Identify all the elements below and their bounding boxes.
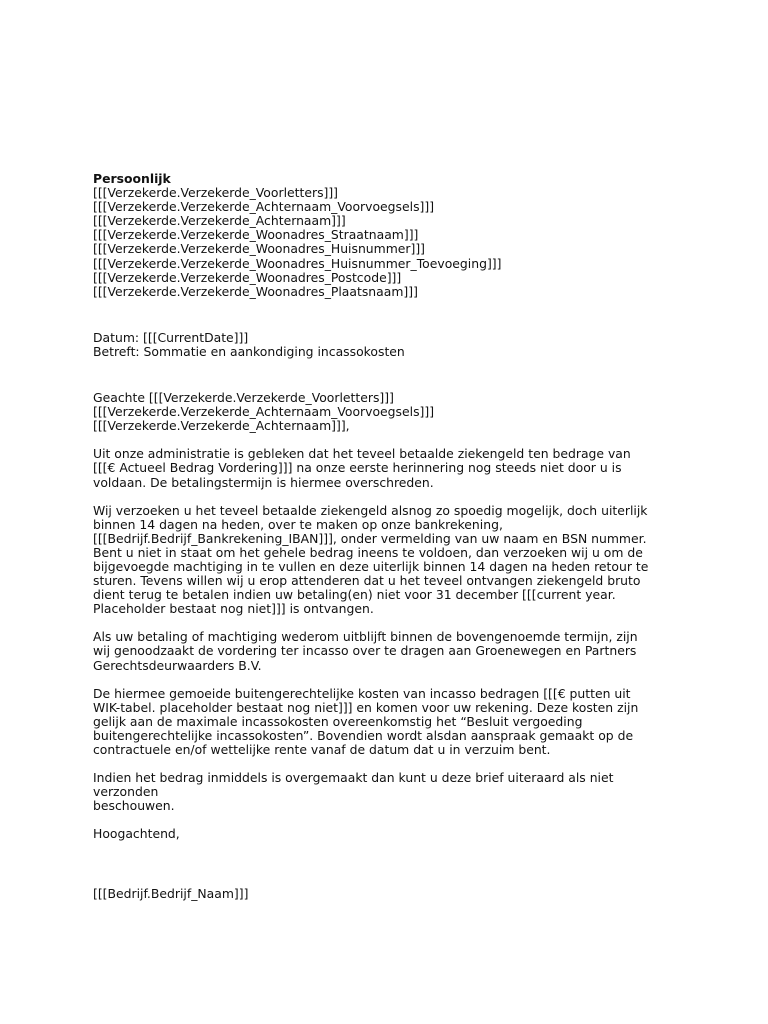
recipient-surname: [[[Verzekerde.Verzekerde_Achternaam]]] bbox=[93, 213, 346, 229]
paragraph-line: [[[€ Actueel Bedrag Vordering]]] na onze eerste herinnering nog steeds niet door u is bbox=[93, 460, 622, 476]
signature-company-name: [[[Bedrijf.Bedrijf_Naam]]] bbox=[93, 886, 249, 902]
salutation-line: Geachte [[[Verzekerde.Verzekerde_Voorletters]]] bbox=[93, 390, 394, 406]
recipient-initials: [[[Verzekerde.Verzekerde_Voorletters]]] bbox=[93, 185, 339, 201]
salutation-block bbox=[93, 391, 683, 433]
paragraph-line: dient terug te betalen indien uw betaling(en) niet voor 31 december [[[current year. bbox=[93, 587, 616, 603]
letter-date: Datum: [[[CurrentDate]]] bbox=[93, 329, 249, 345]
recipient-house-number-suffix: [[[Verzekerde.Verzekerde_Woonadres_Huisnummer_Toevoeging]]] bbox=[93, 255, 502, 271]
recipient-street: [[[Verzekerde.Verzekerde_Woonadres_Straatnaam]]] bbox=[93, 227, 419, 243]
letter-subject: Betreft: Sommatie en aankondiging incassokosten bbox=[93, 343, 405, 359]
paragraph-line: Als uw betaling of machtiging wederom uitblijft binnen de bovengenoemde termijn, zijn bbox=[93, 629, 638, 645]
paragraph-payment-request bbox=[93, 504, 683, 617]
meta-block bbox=[93, 331, 683, 359]
paragraph-line: sturen. Tevens willen wij u erop attenderen dat u het teveel ontvangen ziekengeld bruto bbox=[93, 573, 641, 589]
paragraph-collection-costs bbox=[93, 687, 683, 757]
paragraph-line: Wij verzoeken u het teveel betaalde ziekengeld alsnog zo spoedig mogelijk, doch uiterlijk bbox=[93, 502, 648, 518]
recipient-name-prefix: [[[Verzekerde.Verzekerde_Achternaam_Voorvoegsels]]] bbox=[93, 199, 435, 215]
paragraph-line: Placeholder bestaat nog niet]]] is ontvangen. bbox=[93, 601, 374, 617]
recipient-house-number: [[[Verzekerde.Verzekerde_Woonadres_Huisnummer]]] bbox=[93, 241, 426, 257]
paragraph-line: De hiermee gemoeide buitengerechtelijke kosten van incasso bedragen [[[€ putten uit bbox=[93, 685, 631, 701]
paragraph-line: WIK-tabel. placeholder bestaat nog niet]]] en komen voor uw rekening. Deze kosten zijn bbox=[93, 699, 639, 715]
recipient-label: Persoonlijk bbox=[93, 171, 171, 186]
paragraph-outstanding-amount bbox=[93, 447, 683, 489]
paragraph-line: gelijk aan de maximale incassokosten overeenkomstig het “Besluit vergoeding bbox=[93, 713, 583, 729]
paragraph-line: contractuele en/of wettelijke rente vanaf de datum dat u in verzuim bent. bbox=[93, 742, 551, 757]
paragraph-line: verzonden bbox=[93, 784, 159, 800]
paragraph-line: wij genoodzaakt de vordering ter incasso over te dragen aan Groenewegen en Partners bbox=[93, 643, 637, 659]
recipient-block bbox=[93, 172, 683, 299]
paragraph-line: Gerechtsdeurwaarders B.V. bbox=[93, 657, 262, 673]
paragraph-line: Indien het bedrag inmiddels is overgemaakt dan kunt u deze brief uiteraard als niet bbox=[93, 770, 614, 786]
salutation-line: [[[Verzekerde.Verzekerde_Achternaam_Voorvoegsels]]] bbox=[93, 404, 435, 420]
paragraph-already-paid bbox=[93, 771, 683, 813]
paragraph-line: [[[Bedrijf.Bedrijf_Bankrekening_IBAN]]], onder vermelding van uw naam en BSN nummer. bbox=[93, 530, 647, 546]
paragraph-collection-transfer bbox=[93, 630, 683, 672]
paragraph-line: binnen 14 dagen na heden, over te maken op onze bankrekening, bbox=[93, 516, 503, 532]
closing: Hoogachtend, bbox=[93, 826, 180, 842]
paragraph-line: bijgevoegde machtiging in te vullen en deze uiterlijk binnen 14 dagen na heden retour te bbox=[93, 558, 649, 574]
paragraph-line: buitengerechtelijke incassokosten”. Bovendien wordt alsdan aanspraak gemaakt op de bbox=[93, 727, 634, 743]
letter-body bbox=[93, 172, 683, 902]
paragraph-line: beschouwen. bbox=[93, 798, 175, 814]
recipient-city: [[[Verzekerde.Verzekerde_Woonadres_Plaatsnaam]]] bbox=[93, 283, 418, 299]
paragraph-line: Uit onze administratie is gebleken dat het teveel betaalde ziekengeld ten bedrage van bbox=[93, 446, 631, 462]
recipient-postcode: [[[Verzekerde.Verzekerde_Woonadres_Postcode]]] bbox=[93, 269, 402, 285]
salutation-line: [[[Verzekerde.Verzekerde_Achternaam]]], bbox=[93, 418, 350, 434]
paragraph-line: Bent u niet in staat om het gehele bedrag ineens te voldoen, dan verzoeken wij u om de bbox=[93, 544, 643, 560]
paragraph-line: voldaan. De betalingstermijn is hiermee overschreden. bbox=[93, 474, 434, 490]
